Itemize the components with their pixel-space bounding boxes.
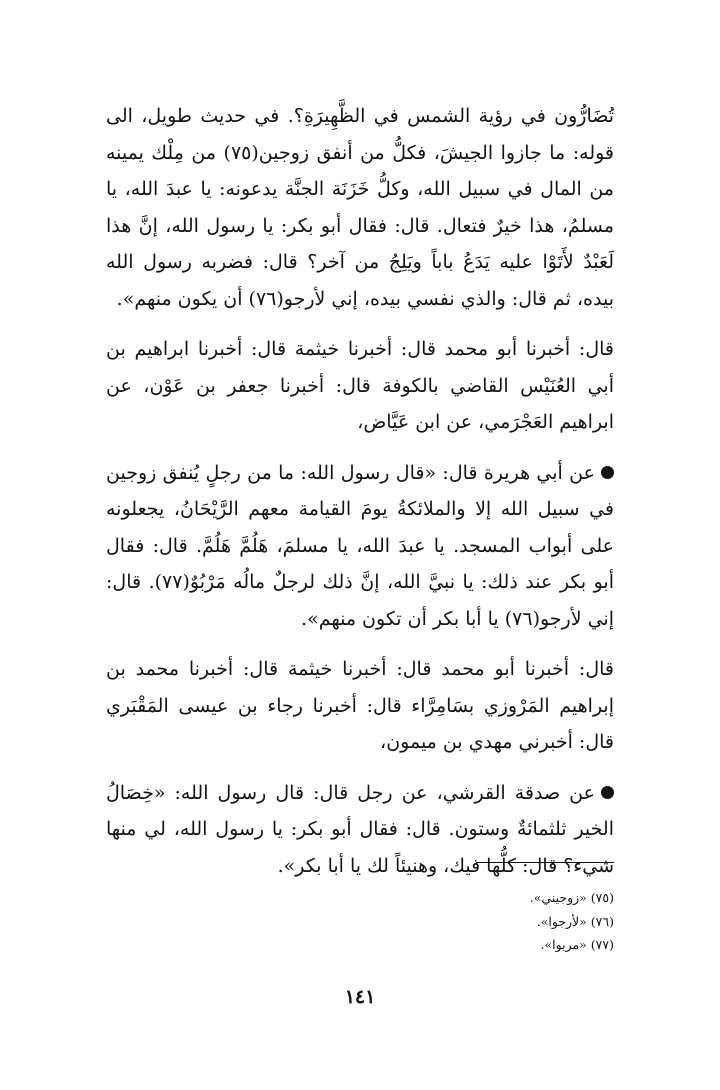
- page-number: ١٤١: [344, 986, 376, 1008]
- footnote-separator: [476, 862, 614, 863]
- main-text: [106, 98, 614, 884]
- paragraph-hadith-1: [106, 455, 614, 638]
- paragraph-hadith-2-text: عن صدقة القرشي، عن رجل قال: قال رسول الله: «خِصَالُ الخير ثلثمائةٌ وستون. قال: فقال أبو بكر: يا رسول الله، لي منها شيء؟ قال: كلُّها فيك، وهنيئاً لك يا أبا بكر».: [106, 781, 614, 877]
- bullet-icon: [601, 786, 614, 799]
- paragraph-hadith-continuation: تُضَارُّون في رؤية الشمس في الظَّهِيرَةِ؟. في حديث طويل، الى قوله: ما جازوا الجيشَ، فكلُّ من أنفق زوجين(٧٥) من مِلْك يمينه من المال في سبيل الله، وكلُّ خَزَنَة الجنَّة يدعونه: يا عبدَ الله، يا مسلمُ، هذا خيرٌ فتعال. قال: فقال أبو بكر: يا رسول الله، إنَّ هذا لَعَبْدٌ لأَتَوْا عليه يَدَعُ باباً ويَلِجُ من آخر؟ قال: فضربه رسول الله بيده، ثم قال: والذي نفسي بيده، إني لأرجو(٧٦) أن يكون منهم».: [106, 105, 615, 310]
- footnotes: [106, 886, 614, 957]
- footnote-76: (٧٦) «لأرجوا».: [536, 913, 614, 929]
- paragraph-isnad-1: قال: أخبرنا أبو محمد قال: أخبرنا خيثمة قال: أخبرنا ابراهيم بن أبي العُنَيْس القاضي بالكوفة قال: أخبرنا جعفر بن عَوْن، عن ابراهيم العَجْرَمي، عن ابن عَيَّاض،: [106, 338, 614, 433]
- paragraph-hadith-1-text: عن أبي هريرة قال: «قال رسول الله: ما من رجلٍ يُنفق زوجين في سبيل الله إلا والملائكةُ يومَ القيامة معهم الرَّيْحَانُ، يجعلونه على أبواب المسجد. يا عبدَ الله، يا مسلمَ، هَلُمَّ هَلُمَّ. قال: فقال أبو بكر عند ذلك: يا نبيَّ الله، إنَّ ذلك لرجلٌ مالُه مَرْبُوٌ(٧٧). قال: إني لأرجو(٧٦) يا أبا بكر أن تكون منهم».: [106, 461, 615, 630]
- bullet-icon: [601, 466, 614, 479]
- paragraph-hadith-2: [106, 775, 614, 885]
- footnote-75: (٧٥) «زوجيني».: [529, 890, 614, 905]
- footnote-77: (٧٧) «مربوا».: [540, 937, 614, 952]
- paragraph-isnad-2: قال: أخبرنا أبو محمد قال: أخبرنا خيثمة قال: أخبرنا محمد بن إبراهيم المَرْوزي بسَامِرَّاء قال: أخبرنا رجاء بن عيسى المَقْبَري قال: أخبرني مهدي بن ميمون،: [106, 658, 614, 753]
